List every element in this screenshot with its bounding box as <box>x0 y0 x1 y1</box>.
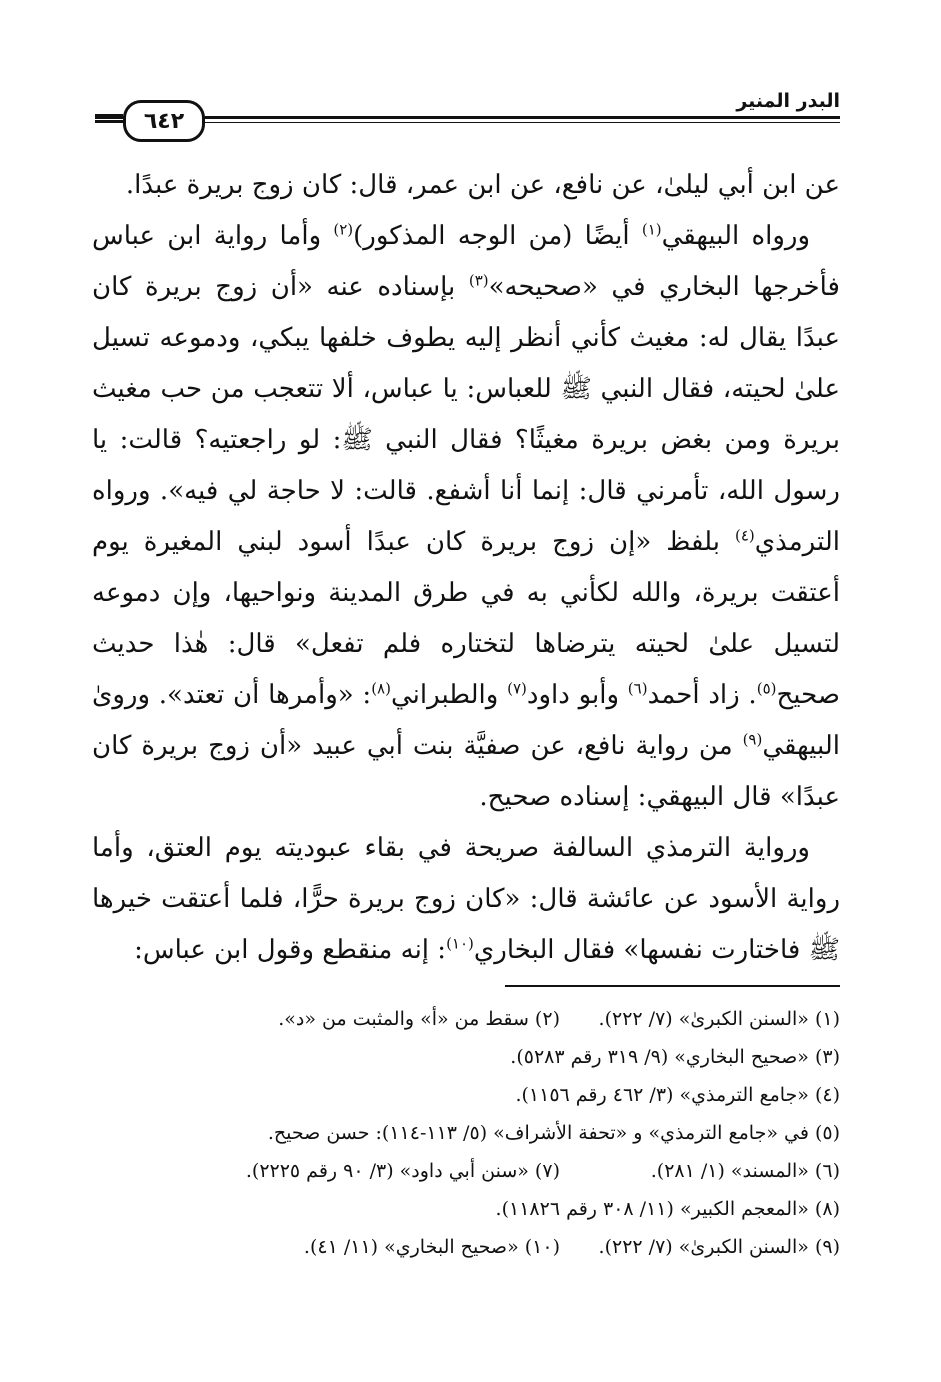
text-span: وأما رواية ابن عباس فأخرجها البخاري في «صحيحه» <box>92 221 840 302</box>
text-span: ورواية الترمذي السالفة صريحة في بقاء عبوديته يوم العتق، وأما رواية الأسود عن عائشة قال: «كان زوج بريرة حرًّا، فلما أعتقت خيرها ﷺ فاختارت نفسها» فقال البخاري <box>92 833 840 965</box>
paragraph-2 <box>92 211 840 823</box>
header-arrow-ornament <box>95 114 123 122</box>
footnote-separator <box>505 985 840 987</box>
footnote-row <box>92 1076 840 1114</box>
footnote-3: (٣) «صحيح البخاري» (٩/ ٣١٩ رقم ٥٢٨٣). <box>510 1046 840 1068</box>
footnote-5: (٥) في «جامع الترمذي» و «تحفة الأشراف» (٥/ ١١٣-١١٤): حسن صحيح. <box>267 1122 840 1144</box>
page-number: ٦٤٢ <box>123 100 205 142</box>
footnote-ref: (٩) <box>742 730 763 749</box>
footnote-ref: (٧) <box>507 679 527 698</box>
text-span: . زاد أحمد <box>647 680 757 710</box>
footnote-ref: (٨) <box>371 679 391 698</box>
main-text <box>92 160 840 976</box>
footnote-9: (٩) «السنن الكبرىٰ» (٧/ ٢٢٢). <box>598 1236 840 1258</box>
footnote-2: (٢) سقط من «أ» والمثبت من «د». <box>278 1008 560 1030</box>
footnote-row <box>92 1000 840 1038</box>
book-title: البدر المنير <box>736 90 840 112</box>
footnote-row <box>92 1038 840 1076</box>
footnote-10: (١٠) «صحيح البخاري» (١١/ ٤١). <box>303 1236 560 1258</box>
footnote-6: (٦) «المسند» (١/ ٢٨١). <box>650 1160 840 1182</box>
text-span: والطبراني <box>390 680 508 710</box>
paragraph-3 <box>92 823 840 976</box>
footnote-8: (٨) «المعجم الكبير» (١١/ ٣٠٨ رقم ١١٨٢٦). <box>495 1198 840 1220</box>
footnote-7: (٧) «سنن أبي داود» (٣/ ٩٠ رقم ٢٢٢٥). <box>245 1160 560 1182</box>
text-span: من رواية نافع، عن صفيَّة بنت أبي عبيد «أن زوج بريرة كان عبدًا» قال البيهقي: إسناده صحيح. <box>92 731 840 812</box>
text-span: بلفظ «إن زوج بريرة كان عبدًا أسود لبني المغيرة يوم أعتقت بريرة، والله لكأني به في طرق المدينة ونواحيها، وإن دموعه لتسيل علىٰ لحيته يترضاها لتختاره فلم تفعل» قال: هٰذا حديث صحيح <box>92 527 840 710</box>
footnotes <box>92 1000 840 1266</box>
text-span: بإسناده عنه «أن زوج بريرة كان عبدًا يقال له: مغيث كأني أنظر إليه يطوف خلفها يبكي، ودموعه تسيل علىٰ لحيته، فقال النبي ﷺ للعباس: يا عباس، ألا تتعجب من حب مغيث بريرة ومن بغض بريرة مغيثًا؟ فقال النبي ﷺ: لو راجعتيه؟ قالت: يا رسول الله، تأمرني قال: إنما أنا أشفع. قالت: لا حاجة لي فيه». ورواه الترمذي <box>92 272 840 557</box>
footnote-row <box>92 1228 840 1266</box>
text-span: عن ابن أبي ليلىٰ، عن نافع، عن ابن عمر، قال: كان زوج بريرة عبدًا. <box>125 170 840 200</box>
footnote-row <box>92 1114 840 1152</box>
paragraph-1 <box>92 160 840 211</box>
text-span: ورواه البيهقي <box>661 221 811 251</box>
footnote-row <box>92 1152 840 1190</box>
page-header <box>95 88 840 148</box>
footnote-ref: (٥) <box>756 679 777 698</box>
footnote-ref: (٤) <box>734 526 755 545</box>
footnote-row <box>92 1190 840 1228</box>
footnote-ref: (٢) <box>333 220 354 239</box>
footnote-1: (١) «السنن الكبرىٰ» (٧/ ٢٢٢). <box>598 1008 840 1030</box>
footnote-4: (٤) «جامع الترمذي» (٣/ ٤٦٢ رقم ١١٥٦). <box>515 1084 840 1106</box>
header-rule-thin <box>95 122 840 123</box>
text-span: أيضًا (من الوجه المذكور) <box>353 221 642 251</box>
footnote-ref: (١٠) <box>446 934 474 953</box>
footnote-ref: (٦) <box>627 679 648 698</box>
footnote-ref: (١) <box>641 220 662 239</box>
footnote-ref: (٣) <box>468 271 489 290</box>
text-span: وأبو داود <box>526 680 628 710</box>
text-span: : إنه منقطع وقول ابن عباس: <box>134 935 447 965</box>
text-span: : «وأمرها أن تعتد». وروىٰ البيهقي <box>92 680 840 761</box>
header-rule-thick <box>95 116 840 119</box>
